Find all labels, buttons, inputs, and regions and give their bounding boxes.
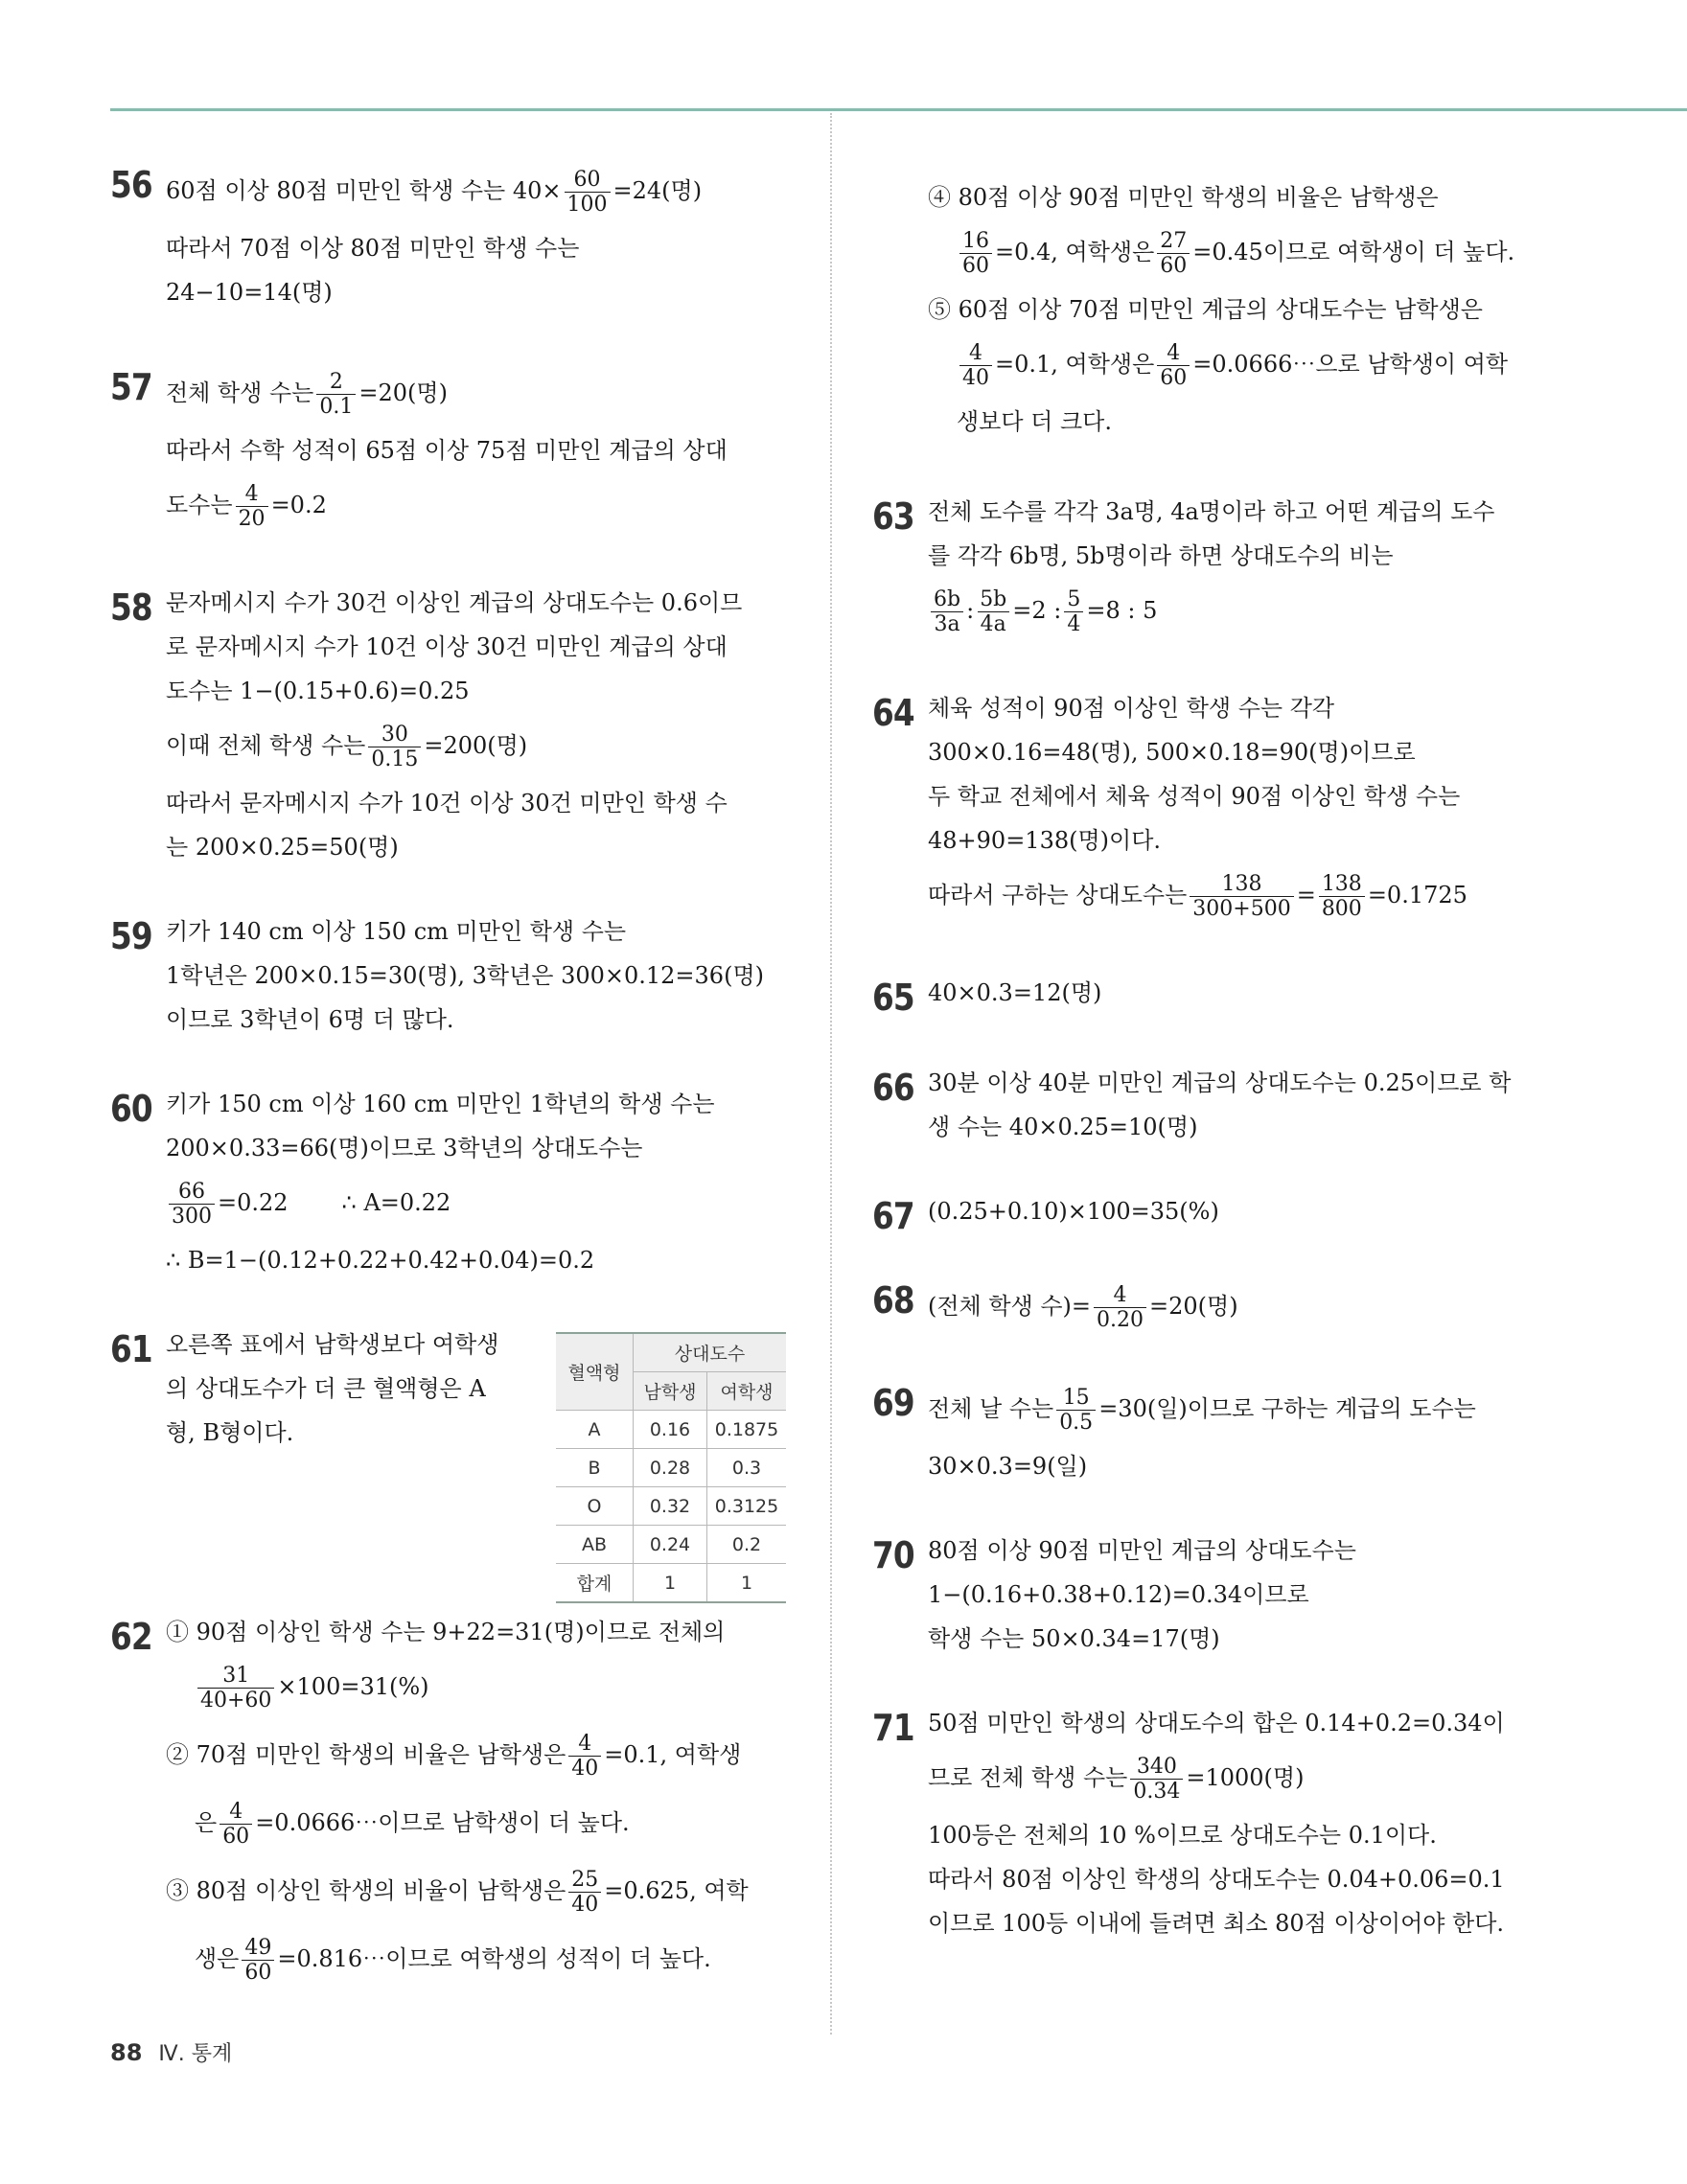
column-divider xyxy=(830,113,832,2035)
header-male: 남학생 xyxy=(634,1372,707,1411)
left-column xyxy=(110,164,791,2004)
solution-line: 따라서 70점 이상 80점 미만인 학생 수는 xyxy=(166,235,580,262)
solution-line: 두 학교 전체에서 체육 성적이 90점 이상인 학생 수는 xyxy=(928,783,1461,810)
solution-line: 1학년은 200×0.15=30(명), 3학년은 300×0.12=36(명) xyxy=(166,962,764,989)
solution-line: 키가 140 cm 이상 150 cm 미만인 학생 수는 xyxy=(166,918,627,945)
top-rule xyxy=(110,108,1687,111)
fraction: $\frac{4}{40}$ xyxy=(959,341,992,390)
problem-63 xyxy=(872,495,1553,636)
solution-line: 따라서 수학 성적이 65점 이상 75점 미만인 계급의 상대 xyxy=(166,437,728,464)
problem-number: 59 xyxy=(110,915,152,957)
solution-line: 60점 이상 80점 미만인 학생 수는 40× $\frac{60}{100}$ =24(명) xyxy=(166,168,703,217)
fraction: $\frac{66}{300}$ xyxy=(169,1180,215,1229)
chapter-label: Ⅳ. 통계 xyxy=(158,2042,233,2066)
table-row: AB 0.24 0.2 xyxy=(556,1526,786,1564)
solution-line: $\frac{4}{40}$ =0.1, 여학생은 $\frac{4}{60}$ =0.0666⋯으로 남학생이 여학 xyxy=(928,341,1553,390)
solution-line: ④ 80점 이상 90점 미만인 학생의 비율은 남학생은 xyxy=(928,184,1439,211)
fraction: $\frac{16}{60}$ xyxy=(959,229,992,278)
solution-line: 따라서 80점 이상인 학생의 상대도수는 0.04+0.06=0.1 xyxy=(928,1866,1505,1893)
solution-line: 30×0.3=9(일) xyxy=(928,1453,1088,1480)
solution-line: ③ 80점 이상인 학생의 비율이 남학생은 $\frac{25}{40}$ =0.625, 여학 xyxy=(166,1868,749,1917)
fraction: $\frac{4}{60}$ xyxy=(1157,341,1190,390)
solution-line: 48+90=138(명)이다. xyxy=(928,827,1162,854)
solution-line: 80점 이상 90점 미만인 계급의 상대도수는 xyxy=(928,1537,1356,1564)
problem-57 xyxy=(110,366,791,531)
solution-line: 학생 수는 50×0.34=17(명) xyxy=(928,1625,1220,1652)
solution-line: 이때 전체 학생 수는 $\frac{30}{0.15}$ =200(명) xyxy=(166,723,528,771)
solution-line: 전체 도수를 각각 3a명, 4a명이라 하고 어떤 계급의 도수 xyxy=(928,498,1495,525)
fraction: $\frac{138}{800}$ xyxy=(1319,872,1365,921)
solution-line: 도수는 $\frac{4}{20}$ =0.2 xyxy=(166,482,327,531)
fraction: $\frac{4}{0.20}$ xyxy=(1094,1283,1146,1332)
solution-line: 체육 성적이 90점 이상인 학생 수는 각각 xyxy=(928,695,1335,722)
problem-58 xyxy=(110,586,791,861)
solution-line: 50점 미만인 학생의 상대도수의 합은 0.14+0.2=0.34이 xyxy=(928,1710,1505,1736)
solution-line: 형, B형이다. xyxy=(166,1419,294,1446)
solution-line: 므로 전체 학생 수는 $\frac{340}{0.34}$ =1000(명) xyxy=(928,1755,1305,1804)
solution-line: 전체 학생 수는 $\frac{2}{0.1}$ =20(명) xyxy=(166,370,448,419)
fraction: $\frac{6b}{3a}$ xyxy=(931,587,963,636)
problem-number: 61 xyxy=(110,1328,152,1370)
problem-56 xyxy=(110,164,791,306)
fraction: $\frac{25}{40}$ xyxy=(568,1868,601,1917)
problem-70 xyxy=(872,1534,1553,1652)
solution-line: ② 70점 미만인 학생의 비율은 남학생은 $\frac{4}{40}$ =0.1, 여학생 xyxy=(166,1732,742,1781)
solution-line: ∴ B=1−(0.12+0.22+0.42+0.04)=0.2 xyxy=(166,1247,595,1274)
solution-line: 로 문자메시지 수가 10건 이상 30건 미만인 계급의 상대 xyxy=(166,633,728,660)
solution-line: $\frac{31}{40+60}$ ×100=31(%) xyxy=(166,1664,791,1713)
fraction: $\frac{30}{0.15}$ xyxy=(368,723,421,771)
header-female: 여학생 xyxy=(707,1372,787,1411)
solution-line: (전체 학생 수)= $\frac{4}{0.20}$ =20(명) xyxy=(928,1283,1238,1332)
fraction: $\frac{15}{0.5}$ xyxy=(1056,1386,1096,1435)
problem-number: 68 xyxy=(872,1279,914,1322)
problem-69 xyxy=(872,1382,1553,1480)
solution-line: 는 200×0.25=50(명) xyxy=(166,834,399,861)
solution-line: 생은 $\frac{49}{60}$ =0.816⋯이므로 여학생의 성적이 더 높다. xyxy=(195,1936,711,1985)
solution-line: 따라서 문자메시지 수가 10건 이상 30건 미만인 학생 수 xyxy=(166,790,728,816)
solution-line: 이므로 3학년이 6명 더 많다. xyxy=(166,1006,454,1033)
solution-line: 도수는 1−(0.15+0.6)=0.25 xyxy=(166,678,470,704)
solution-line: 의 상대도수가 더 큰 혈액형은 A xyxy=(166,1375,486,1402)
fraction: $\frac{340}{0.34}$ xyxy=(1130,1755,1183,1804)
fraction: $\frac{4}{20}$ xyxy=(236,482,268,531)
problem-61 xyxy=(110,1328,791,1620)
table-row: O 0.32 0.3125 xyxy=(556,1487,786,1526)
solution-line: $\frac{66}{300}$ =0.22 ∴ A=0.22 xyxy=(166,1180,791,1229)
problem-number: 67 xyxy=(872,1195,914,1237)
problem-number: 70 xyxy=(872,1534,914,1576)
table-row: A 0.16 0.1875 xyxy=(556,1411,786,1449)
problem-number: 58 xyxy=(110,586,152,629)
solution-line: $\frac{16}{60}$ =0.4, 여학생은 $\frac{27}{60}$ =0.45이므로 여학생이 더 높다. xyxy=(928,229,1553,278)
solution-line: 은 $\frac{4}{60}$ =0.0666⋯이므로 남학생이 더 높다. xyxy=(195,1800,630,1849)
fraction: $\frac{5b}{4a}$ xyxy=(977,587,1009,636)
table-row: 합계 1 1 xyxy=(556,1564,786,1603)
problem-65 xyxy=(872,977,1553,1019)
solution-line: (0.25+0.10)×100=35(%) xyxy=(928,1198,1219,1225)
problem-67 xyxy=(872,1195,1553,1237)
blood-type-table xyxy=(556,1332,786,1603)
problem-number: 62 xyxy=(110,1616,152,1658)
solution-line: 이므로 100등 이내에 들려면 최소 80점 이상이어야 한다. xyxy=(928,1910,1505,1937)
solution-line: 30분 이상 40분 미만인 계급의 상대도수는 0.25이므로 학 xyxy=(928,1069,1512,1096)
solution-line: $\frac{6b}{3a}$ : $\frac{5b}{4a}$ =2 : $\frac{5}{4}$ =8 : 5 xyxy=(928,587,1553,636)
problem-number: 57 xyxy=(110,366,152,408)
fraction: $\frac{2}{0.1}$ xyxy=(316,370,356,419)
problem-59 xyxy=(110,915,791,1033)
solution-line: 오른쪽 표에서 남학생보다 여학생 xyxy=(166,1331,499,1358)
solution-line: ① 90점 이상인 학생 수는 9+22=31(명)이므로 전체의 xyxy=(166,1619,726,1645)
problem-number: 65 xyxy=(872,977,914,1019)
fraction: $\frac{4}{40}$ xyxy=(568,1732,601,1781)
solution-line: 24−10=14(명) xyxy=(166,279,333,306)
solution-line: 1−(0.16+0.38+0.12)=0.34이므로 xyxy=(928,1581,1309,1608)
page-footer xyxy=(110,2037,232,2067)
problem-number: 64 xyxy=(872,692,914,734)
solution-line: 200×0.33=66(명)이므로 3학년의 상대도수는 xyxy=(166,1135,643,1161)
fraction: $\frac{31}{40+60}$ xyxy=(197,1664,274,1713)
solution-line: 40×0.3=12(명) xyxy=(928,979,1102,1006)
problem-71 xyxy=(872,1707,1553,1937)
problem-62 xyxy=(110,1616,791,1985)
fraction: $\frac{60}{100}$ xyxy=(565,168,611,217)
problem-68 xyxy=(872,1279,1553,1332)
fraction: $\frac{4}{60}$ xyxy=(220,1800,252,1849)
fraction: $\frac{27}{60}$ xyxy=(1157,229,1190,278)
problem-number: 66 xyxy=(872,1067,914,1109)
solution-line: 전체 날 수는 $\frac{15}{0.5}$ =30(일)이므로 구하는 계급의 도수는 xyxy=(928,1386,1476,1435)
solution-line: 생보다 더 크다. xyxy=(957,408,1112,435)
page-number: 88 xyxy=(110,2039,143,2066)
solution-line: 생 수는 40×0.25=10(명) xyxy=(928,1114,1198,1140)
solution-line: 따라서 구하는 상대도수는 $\frac{138}{300+500}$ = $\frac{138}{800}$ =0.1725 xyxy=(928,872,1467,921)
problem-number: 56 xyxy=(110,164,152,206)
problem-60 xyxy=(110,1088,791,1274)
fraction: $\frac{49}{60}$ xyxy=(242,1936,274,1985)
solution-line: 키가 150 cm 이상 160 cm 미만인 1학년의 학생 수는 xyxy=(166,1091,715,1117)
header-blood-type: 혈액형 xyxy=(556,1333,634,1411)
fraction: $\frac{138}{300+500}$ xyxy=(1190,872,1293,921)
solution-line: 를 각각 6b명, 5b명이라 하면 상대도수의 비는 xyxy=(928,542,1394,569)
fraction: $\frac{5}{4}$ xyxy=(1064,587,1083,636)
problem-number: 63 xyxy=(872,495,914,538)
solution-line: 100등은 전체의 10 %이므로 상대도수는 0.1이다. xyxy=(928,1822,1437,1849)
problem-66 xyxy=(872,1067,1553,1140)
problem-64 xyxy=(872,692,1553,921)
table-row: B 0.28 0.3 xyxy=(556,1449,786,1487)
problem-number: 69 xyxy=(872,1382,914,1424)
problem-62-continued xyxy=(872,185,1553,434)
solution-line: ⑤ 60점 이상 70점 미만인 계급의 상대도수는 남학생은 xyxy=(928,296,1483,323)
solution-line: 문자메시지 수가 30건 이상인 계급의 상대도수는 0.6이므 xyxy=(166,589,743,616)
header-relative-frequency: 상대도수 xyxy=(634,1333,787,1372)
solution-line: 300×0.16=48(명), 500×0.18=90(명)이므로 xyxy=(928,739,1416,766)
right-column xyxy=(872,185,1553,1955)
problem-number: 71 xyxy=(872,1707,914,1749)
problem-number: 60 xyxy=(110,1088,152,1130)
